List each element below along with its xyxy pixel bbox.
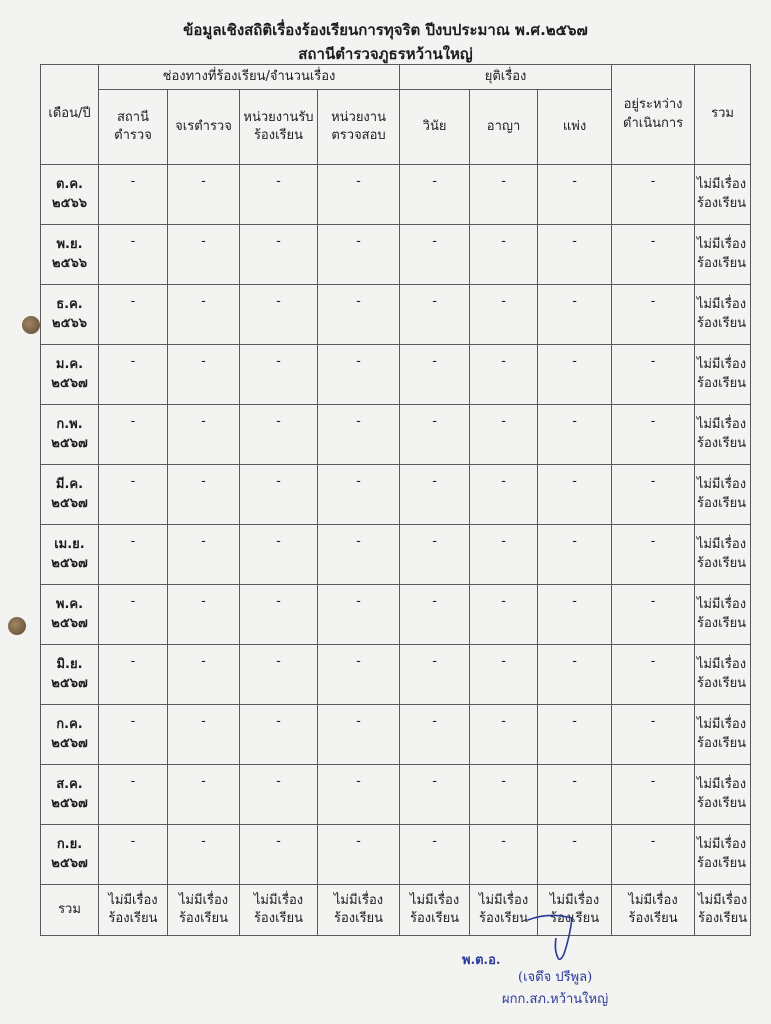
- no-complaint-text: ร้องเรียน: [178, 911, 229, 926]
- dash-cell: -: [470, 285, 538, 345]
- dash-cell: -: [612, 345, 695, 405]
- dash-cell: -: [240, 585, 318, 645]
- sum-row: [41, 885, 751, 936]
- document-subtitle: สถานีตำรวจภูธรหว้านใหญ่: [298, 45, 473, 63]
- month-cell: [41, 585, 99, 645]
- dash-cell: -: [538, 525, 612, 585]
- table-row: [41, 345, 751, 405]
- dash-cell: -: [318, 165, 400, 225]
- no-complaint-text: ร้องเรียน: [410, 911, 460, 926]
- dash-cell: -: [612, 165, 695, 225]
- dash-cell: -: [99, 165, 168, 225]
- dash-cell: -: [612, 405, 695, 465]
- dash-cell: -: [538, 225, 612, 285]
- header-police-station: สถานีตำรวจ: [99, 90, 168, 165]
- month-label: ก.ค.: [56, 717, 83, 733]
- month-cell: [41, 705, 99, 765]
- row-total-cell: [695, 405, 751, 465]
- dash-cell: -: [400, 705, 470, 765]
- header-in-progress: อยู่ระหว่างดำเนินการ: [612, 65, 695, 165]
- no-complaint-text: ไม่มีเรื่อง: [696, 597, 747, 613]
- month-label: ก.พ.: [56, 417, 83, 433]
- complaint-statistics-table: [40, 64, 751, 936]
- month-label: ต.ค.: [55, 177, 83, 193]
- no-complaint-text: ร้องเรียน: [697, 495, 747, 511]
- dash-cell: -: [612, 825, 695, 885]
- dash-cell: -: [612, 525, 695, 585]
- dash-cell: -: [240, 285, 318, 345]
- row-total-cell: [695, 705, 751, 765]
- dash-cell: -: [470, 225, 538, 285]
- dash-cell: -: [318, 825, 400, 885]
- sum-cell: [318, 885, 400, 936]
- no-complaint-text: ไม่มีเรื่อง: [478, 892, 529, 908]
- header-month: เดือน/ปี: [41, 65, 99, 165]
- no-complaint-text: ไม่มีเรื่อง: [696, 717, 747, 733]
- row-total-cell: [695, 645, 751, 705]
- dash-cell: -: [99, 285, 168, 345]
- year-label: ๒๕๖๗: [51, 495, 88, 511]
- no-complaint-text: ร้องเรียน: [697, 315, 747, 331]
- dash-cell: -: [400, 345, 470, 405]
- dash-cell: -: [168, 225, 240, 285]
- year-label: ๒๕๖๖: [52, 195, 87, 211]
- table-row: [41, 645, 751, 705]
- row-total-cell: [695, 585, 751, 645]
- row-total-cell: [695, 525, 751, 585]
- dash-cell: -: [240, 825, 318, 885]
- dash-cell: -: [400, 285, 470, 345]
- table-row: [41, 705, 751, 765]
- no-complaint-text: ร้องเรียน: [697, 195, 747, 211]
- signature-mark: [520, 908, 590, 968]
- sum-cell: [240, 885, 318, 936]
- row-total-cell: [695, 345, 751, 405]
- dash-cell: -: [538, 345, 612, 405]
- no-complaint-text: ไม่มีเรื่อง: [696, 177, 747, 193]
- year-label: ๒๕๖๗: [51, 435, 88, 451]
- no-complaint-text: ไม่มีเรื่อง: [178, 892, 229, 908]
- dash-cell: -: [400, 165, 470, 225]
- dash-cell: -: [168, 585, 240, 645]
- table-row: [41, 825, 751, 885]
- dash-cell: -: [168, 765, 240, 825]
- signature-position: ผกก.สภ.หว้านใหญ่: [502, 992, 609, 1007]
- month-cell: [41, 225, 99, 285]
- header-audit-unit: หน่วยงานตรวจสอบ: [318, 90, 400, 165]
- dash-cell: -: [470, 765, 538, 825]
- dash-cell: -: [318, 345, 400, 405]
- year-label: ๒๕๖๗: [51, 735, 88, 751]
- dash-cell: -: [470, 825, 538, 885]
- dash-cell: -: [538, 705, 612, 765]
- dash-cell: -: [168, 285, 240, 345]
- year-label: ๒๕๖๗: [51, 675, 88, 691]
- dash-cell: -: [99, 645, 168, 705]
- dash-cell: -: [318, 765, 400, 825]
- document-title: ข้อมูลเชิงสถิติเรื่องร้องเรียนการทุจริต ปีงบประมาณ พ.ศ.๒๕๖๗: [183, 21, 588, 39]
- year-label: ๒๕๖๗: [51, 615, 88, 631]
- dash-cell: -: [99, 225, 168, 285]
- dash-cell: -: [612, 705, 695, 765]
- month-cell: [41, 165, 99, 225]
- dash-cell: -: [168, 345, 240, 405]
- table-row: [41, 525, 751, 585]
- dash-cell: -: [240, 165, 318, 225]
- dash-cell: -: [99, 705, 168, 765]
- no-complaint-text: ไม่มีเรื่อง: [409, 892, 460, 908]
- punch-hole-bottom: [8, 617, 26, 635]
- month-cell: [41, 765, 99, 825]
- no-complaint-text: ไม่มีเรื่อง: [549, 892, 600, 908]
- table-row: [41, 405, 751, 465]
- row-total-cell: [695, 225, 751, 285]
- month-cell: [41, 825, 99, 885]
- dash-cell: -: [240, 405, 318, 465]
- dash-cell: -: [470, 645, 538, 705]
- dash-cell: -: [99, 345, 168, 405]
- dash-cell: -: [240, 645, 318, 705]
- dash-cell: -: [400, 525, 470, 585]
- header-civil: แพ่ง: [538, 90, 612, 165]
- no-complaint-text: ไม่มีเรื่อง: [696, 477, 747, 493]
- dash-cell: -: [168, 465, 240, 525]
- sum-cell: [99, 885, 168, 936]
- table-row: [41, 585, 751, 645]
- header-total: รวม: [695, 65, 751, 165]
- dash-cell: -: [168, 405, 240, 465]
- month-label: ม.ค.: [55, 357, 84, 373]
- dash-cell: -: [318, 405, 400, 465]
- dash-cell: -: [240, 705, 318, 765]
- no-complaint-text: ร้องเรียน: [697, 375, 747, 391]
- dash-cell: -: [612, 285, 695, 345]
- no-complaint-text: ไม่มีเรื่อง: [253, 892, 304, 908]
- dash-cell: -: [318, 225, 400, 285]
- dash-cell: -: [538, 405, 612, 465]
- table-row: [41, 225, 751, 285]
- header-resolved: ยุติเรื่อง: [400, 65, 612, 90]
- month-cell: [41, 525, 99, 585]
- month-cell: [41, 465, 99, 525]
- year-label: ๒๕๖๖: [52, 255, 87, 271]
- dash-cell: -: [470, 705, 538, 765]
- dash-cell: -: [400, 465, 470, 525]
- dash-cell: -: [470, 585, 538, 645]
- dash-cell: -: [318, 645, 400, 705]
- sum-cell: [168, 885, 240, 936]
- month-cell: [41, 405, 99, 465]
- dash-cell: -: [612, 645, 695, 705]
- dash-cell: -: [538, 585, 612, 645]
- header-criminal: อาญา: [470, 90, 538, 165]
- row-total-cell: [695, 825, 751, 885]
- signature-rank: พ.ต.อ.: [462, 953, 501, 968]
- month-label: พ.ย.: [56, 237, 83, 253]
- dash-cell: -: [470, 465, 538, 525]
- no-complaint-text: ร้องเรียน: [697, 855, 747, 871]
- no-complaint-text: ไม่มีเรื่อง: [697, 892, 748, 908]
- dash-cell: -: [612, 585, 695, 645]
- no-complaint-text: ไม่มีเรื่อง: [696, 657, 747, 673]
- month-label: พ.ค.: [55, 597, 84, 613]
- dash-cell: -: [99, 585, 168, 645]
- sum-cell: [400, 885, 470, 936]
- dash-cell: -: [470, 345, 538, 405]
- no-complaint-text: ร้องเรียน: [697, 435, 747, 451]
- dash-cell: -: [470, 405, 538, 465]
- no-complaint-text: ร้องเรียน: [108, 911, 158, 926]
- dash-cell: -: [538, 765, 612, 825]
- no-complaint-text: ร้องเรียน: [697, 675, 747, 691]
- dash-cell: -: [400, 405, 470, 465]
- no-complaint-text: ร้องเรียน: [698, 911, 748, 926]
- sum-label: รวม: [41, 885, 99, 936]
- year-label: ๒๕๖๗: [51, 855, 88, 871]
- dash-cell: -: [240, 525, 318, 585]
- sum-cell: [695, 885, 751, 936]
- year-label: ๒๕๖๖: [52, 315, 87, 331]
- row-total-cell: [695, 285, 751, 345]
- month-cell: [41, 645, 99, 705]
- dash-cell: -: [99, 465, 168, 525]
- no-complaint-text: ไม่มีเรื่อง: [628, 892, 678, 908]
- no-complaint-text: ไม่มีเรื่อง: [696, 777, 747, 793]
- dash-cell: -: [538, 645, 612, 705]
- dash-cell: -: [318, 705, 400, 765]
- dash-cell: -: [612, 225, 695, 285]
- punch-hole-top: [22, 316, 40, 334]
- row-total-cell: [695, 465, 751, 525]
- no-complaint-text: ร้องเรียน: [697, 555, 747, 571]
- no-complaint-text: ไม่มีเรื่อง: [696, 237, 747, 253]
- dash-cell: -: [99, 825, 168, 885]
- month-label: มี.ค.: [55, 477, 84, 493]
- dash-cell: -: [240, 465, 318, 525]
- sum-cell: [612, 885, 695, 936]
- year-label: ๒๕๖๗: [51, 555, 88, 571]
- dash-cell: -: [318, 465, 400, 525]
- month-label: ส.ค.: [56, 777, 83, 793]
- dash-cell: -: [168, 645, 240, 705]
- dash-cell: -: [400, 645, 470, 705]
- dash-cell: -: [318, 585, 400, 645]
- no-complaint-text: ร้องเรียน: [479, 911, 529, 926]
- no-complaint-text: ร้องเรียน: [697, 735, 747, 751]
- dash-cell: -: [168, 525, 240, 585]
- year-label: ๒๕๖๗: [51, 375, 88, 391]
- dash-cell: -: [99, 405, 168, 465]
- year-label: ๒๕๖๗: [51, 795, 88, 811]
- dash-cell: -: [168, 165, 240, 225]
- table-row: [41, 285, 751, 345]
- month-cell: [41, 345, 99, 405]
- no-complaint-text: ไม่มีเรื่อง: [696, 537, 747, 553]
- header-disciplinary: วินัย: [400, 90, 470, 165]
- no-complaint-text: ร้องเรียน: [697, 255, 747, 271]
- dash-cell: -: [612, 765, 695, 825]
- month-cell: [41, 285, 99, 345]
- no-complaint-text: ไม่มีเรื่อง: [696, 417, 747, 433]
- no-complaint-text: ไม่มีเรื่อง: [696, 297, 747, 313]
- no-complaint-text: ไม่มีเรื่อง: [333, 892, 384, 908]
- no-complaint-text: ร้องเรียน: [333, 911, 384, 926]
- dash-cell: -: [538, 465, 612, 525]
- header-channels: ช่องทางที่ร้องเรียน/จำนวนเรื่อง: [99, 65, 400, 90]
- dash-cell: -: [612, 465, 695, 525]
- table-row: [41, 765, 751, 825]
- dash-cell: -: [400, 765, 470, 825]
- dash-cell: -: [400, 825, 470, 885]
- dash-cell: -: [168, 705, 240, 765]
- row-total-cell: [695, 765, 751, 825]
- month-label: ธ.ค.: [56, 297, 83, 313]
- no-complaint-text: ร้องเรียน: [697, 795, 747, 811]
- dash-cell: -: [400, 585, 470, 645]
- dash-cell: -: [538, 825, 612, 885]
- dash-cell: -: [240, 765, 318, 825]
- dash-cell: -: [168, 825, 240, 885]
- row-total-cell: [695, 165, 751, 225]
- dash-cell: -: [318, 285, 400, 345]
- no-complaint-text: ไม่มีเรื่อง: [696, 357, 747, 373]
- dash-cell: -: [538, 165, 612, 225]
- signature-name: (เจตึจ ปรีพูล): [518, 970, 593, 985]
- no-complaint-text: ไม่มีเรื่อง: [108, 892, 158, 908]
- header-patrol-police: จเรตำรวจ: [168, 90, 240, 165]
- dash-cell: -: [99, 525, 168, 585]
- dash-cell: -: [470, 165, 538, 225]
- dash-cell: -: [240, 345, 318, 405]
- month-label: มิ.ย.: [56, 657, 83, 673]
- dash-cell: -: [240, 225, 318, 285]
- dash-cell: -: [470, 525, 538, 585]
- no-complaint-text: ร้องเรียน: [253, 911, 304, 926]
- header-receiving-unit: หน่วยงานรับร้องเรียน: [240, 90, 318, 165]
- no-complaint-text: ร้องเรียน: [628, 911, 678, 926]
- table-row: [41, 465, 751, 525]
- month-label: ก.ย.: [56, 837, 83, 853]
- month-label: เม.ย.: [54, 537, 85, 553]
- no-complaint-text: ไม่มีเรื่อง: [696, 837, 747, 853]
- no-complaint-text: ร้องเรียน: [550, 911, 600, 926]
- dash-cell: -: [318, 525, 400, 585]
- dash-cell: -: [99, 765, 168, 825]
- dash-cell: -: [538, 285, 612, 345]
- dash-cell: -: [400, 225, 470, 285]
- table-row: [41, 165, 751, 225]
- no-complaint-text: ร้องเรียน: [697, 615, 747, 631]
